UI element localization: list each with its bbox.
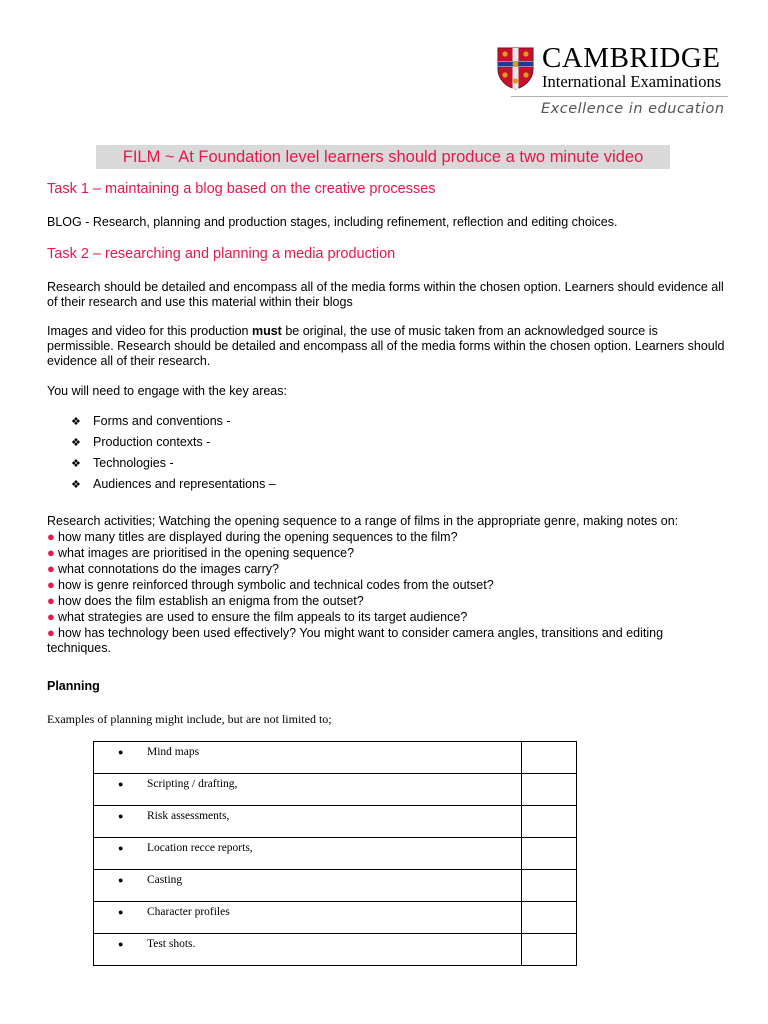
list-item [47, 545, 727, 561]
planning-item-text: Character profiles [147, 906, 230, 918]
planning-check-cell [522, 934, 577, 966]
brand-subtitle: International Examinations [542, 72, 722, 91]
red-bullet-icon: ● [47, 625, 55, 640]
planning-check-cell [522, 902, 577, 934]
research-item-text: how is genre reinforced through symbolic and technical codes from the outset? [58, 578, 494, 592]
table-row [94, 870, 577, 902]
task2-heading: Task 2 – researching and planning a media production [47, 246, 396, 262]
planning-examples-intro: Examples of planning might include, but are not limited to; [47, 712, 332, 726]
research-intro: Research activities; Watching the opening sequence to a range of films in the appropriate genre, making notes on: [47, 514, 679, 528]
research-item-text: how many titles are displayed during the opening sequences to the film? [58, 530, 458, 544]
planning-check-cell [522, 742, 577, 774]
table-row [94, 774, 577, 806]
red-bullet-icon: ● [47, 577, 55, 592]
task2-paragraph-1: Research should be detailed and encompass all of the media forms within the chosen option. Learners should evidence all of their research and use this material within their blogs [47, 280, 724, 309]
para2-text-after: be original, the use of music taken from an acknowledged source is permissible. Research should be detailed and encompass all of the media forms within the chosen option. Learners should evidence all of their research. [47, 324, 725, 368]
diamond-bullet-icon: ❖ [71, 479, 81, 491]
brand-name: CAMBRIDGE [542, 42, 721, 74]
planning-item-cell [94, 870, 522, 902]
list-item [47, 529, 727, 545]
table-row [94, 742, 577, 774]
research-item-text: what images are prioritised in the opening sequence? [58, 546, 355, 560]
planning-check-cell [522, 870, 577, 902]
task1-blog-text: BLOG - Research, planning and production stages, including refinement, reflection and editing choices. [47, 215, 618, 229]
key-area-label: Production contexts - [93, 435, 211, 449]
header-divider [511, 96, 728, 97]
bullet-icon: ● [118, 875, 124, 885]
key-area-label: Forms and conventions - [93, 414, 231, 428]
list-item [47, 577, 727, 593]
list-item [71, 432, 276, 453]
table-row [94, 806, 577, 838]
bullet-icon: ● [118, 907, 124, 917]
page-title: FILM ~ At Foundation level learners should produce a two minute video [96, 145, 670, 169]
key-areas-list [71, 411, 276, 495]
red-bullet-icon: ● [47, 561, 55, 576]
key-areas-intro: You will need to engage with the key areas: [47, 384, 287, 398]
planning-check-cell [522, 806, 577, 838]
research-item-text: how has technology been used effectively? You might want to consider camera angles, transitions and editing techniques. [47, 626, 664, 655]
research-item-text: how does the film establish an enigma from the outset? [58, 594, 364, 608]
cambridge-shield-icon [497, 47, 534, 90]
table-row [94, 902, 577, 934]
list-item [47, 561, 727, 577]
planning-item-text: Test shots. [147, 938, 196, 950]
task1-heading: Task 1 – maintaining a blog based on the creative processes [47, 181, 436, 197]
list-item [71, 453, 276, 474]
planning-item-text: Location recce reports, [147, 842, 253, 854]
table-row [94, 838, 577, 870]
planning-table [93, 741, 577, 966]
brand-tagline: Excellence in education [541, 101, 725, 117]
planning-item-cell [94, 838, 522, 870]
bullet-icon: ● [118, 811, 124, 821]
red-bullet-icon: ● [47, 529, 55, 544]
table-row [94, 934, 577, 966]
research-activities [47, 514, 727, 656]
planning-item-text: Scripting / drafting, [147, 778, 238, 790]
list-item [71, 474, 276, 495]
list-item [71, 411, 276, 432]
bullet-icon: ● [118, 747, 124, 757]
diamond-bullet-icon: ❖ [71, 458, 81, 470]
planning-item-cell [94, 902, 522, 934]
key-area-label: Audiences and representations – [93, 477, 276, 491]
bullet-icon: ● [118, 939, 124, 949]
list-item [47, 593, 727, 609]
para2-bold-must: must [251, 324, 282, 338]
planning-item-cell [94, 934, 522, 966]
red-bullet-icon: ● [47, 545, 55, 560]
diamond-bullet-icon: ❖ [71, 416, 81, 428]
red-bullet-icon: ● [47, 609, 55, 624]
planning-item-cell [94, 774, 522, 806]
planning-item-text: Risk assessments, [147, 810, 230, 822]
cambridge-logo [497, 43, 737, 123]
planning-item-cell [94, 806, 522, 838]
key-area-label: Technologies - [93, 456, 174, 470]
research-item-text: what strategies are used to ensure the film appeals to its target audience? [58, 610, 468, 624]
task2-paragraph-2 [47, 324, 727, 369]
bullet-icon: ● [118, 843, 124, 853]
planning-item-text: Casting [147, 874, 183, 886]
red-bullet-icon: ● [47, 593, 55, 608]
list-item [47, 625, 727, 656]
planning-check-cell [522, 774, 577, 806]
bullet-icon: ● [118, 779, 124, 789]
planning-item-cell [94, 742, 522, 774]
research-item-text: what connotations do the images carry? [58, 562, 279, 576]
planning-heading: Planning [47, 679, 100, 693]
planning-check-cell [522, 838, 577, 870]
diamond-bullet-icon: ❖ [71, 437, 81, 449]
list-item [47, 609, 727, 625]
planning-item-text: Mind maps [147, 746, 200, 758]
para2-text-before: Images and video for this production [47, 324, 252, 338]
